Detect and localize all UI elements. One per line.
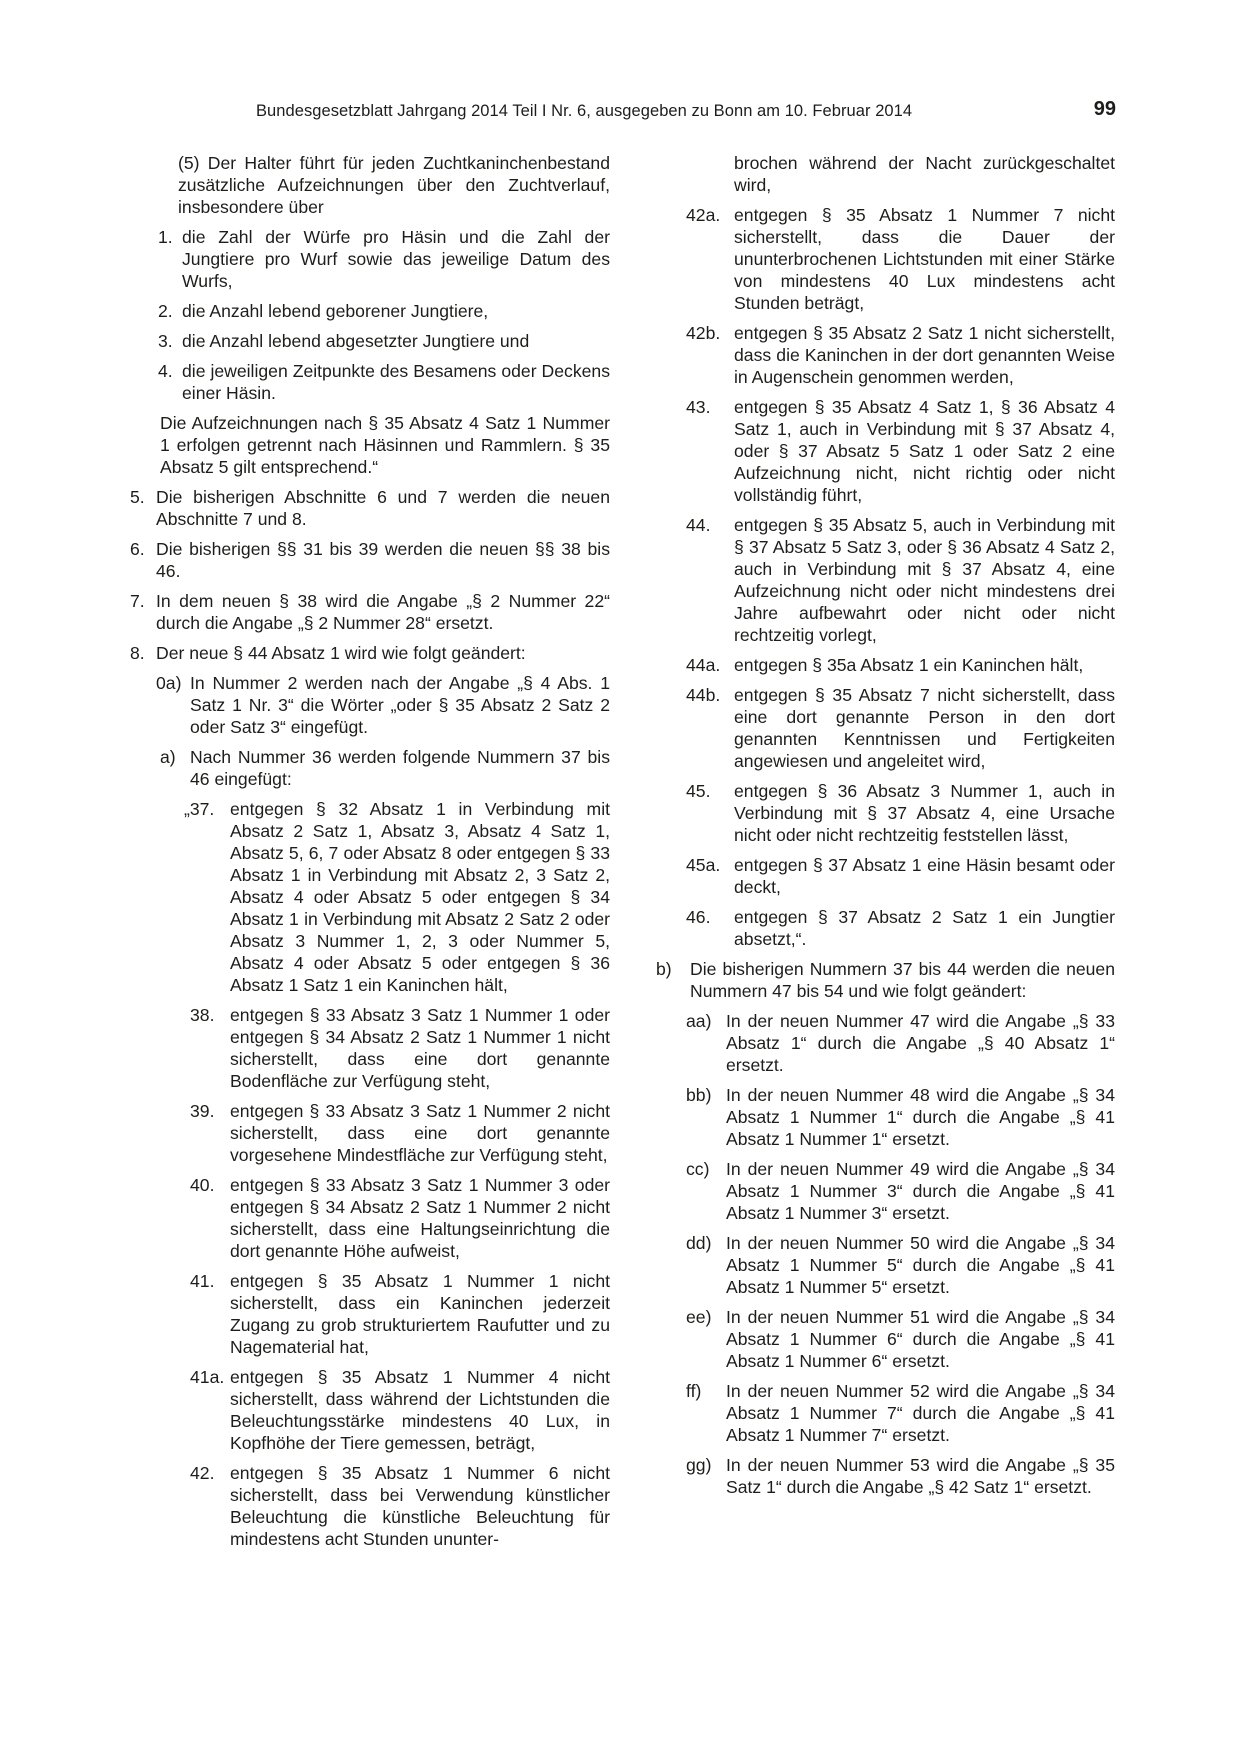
item-text: entgegen § 37 Absatz 1 eine Häsin besamt oder deckt,: [734, 855, 1115, 897]
item-text: entgegen § 35 Absatz 1 Nummer 7 nicht sicherstellt, dass die Dauer der ununterbrochenen Lichtstunden mit einer Stärke von mindestens 40 Lux mindestens acht Stunden beträgt,: [734, 205, 1115, 313]
change-item: [662, 1232, 1115, 1298]
ordnungswidrigkeit-item: [130, 1100, 610, 1166]
ordnungswidrigkeit-item: [130, 1366, 610, 1454]
item-label: „37.: [184, 799, 215, 819]
sub-label: 0a): [156, 673, 182, 693]
change-text: In der neuen Nummer 51 wird die Angabe „§ 34 Absatz 1 Nummer 6“ durch die Angabe „§ 41 Absatz 1 Nummer 6“ ersetzt.: [726, 1307, 1115, 1371]
article-text: Die bisherigen Abschnitte 6 und 7 werden die neuen Abschnitte 7 und 8.: [156, 487, 610, 529]
ordnungswidrigkeit-item: [662, 204, 1115, 314]
paragraph-5-closing: Die Aufzeichnungen nach § 35 Absatz 4 Satz 1 Nummer 1 erfolgen getrennt nach Häsinnen und Rammlern. § 35 Absatz 5 gilt entsprechend.“: [160, 413, 610, 477]
article-label: 7.: [130, 591, 145, 611]
paragraph-5-intro: (5) Der Halter führt für jeden Zuchtkaninchenbestand zusätzliche Aufzeichnungen über den Zuchtverlauf, insbesondere über: [178, 153, 610, 217]
item-text: entgegen § 35 Absatz 1 Nummer 6 nicht sicherstellt, dass bei Verwendung künstlicher Beleuchtung die künstliche Beleuchtung für mindestens acht Stunden ununter-: [230, 1463, 610, 1549]
change-text: In der neuen Nummer 49 wird die Angabe „§ 34 Absatz 1 Nummer 3“ durch die Angabe „§ 41 Absatz 1 Nummer 3“ ersetzt.: [726, 1159, 1115, 1223]
item-label: 43.: [686, 397, 711, 417]
ordnungswidrigkeit-item: [662, 514, 1115, 646]
item-text: entgegen § 35 Absatz 1 Nummer 1 nicht sicherstellt, dass ein Kaninchen jederzeit Zugang zu grob strukturiertem Raufutter und zu Nagematerial hat,: [230, 1271, 610, 1357]
change-text: In der neuen Nummer 52 wird die Angabe „§ 34 Absatz 1 Nummer 7“ durch die Angabe „§ 41 Absatz 1 Nummer 7“ ersetzt.: [726, 1381, 1115, 1445]
list-item: [130, 300, 610, 322]
item-text: entgegen § 33 Absatz 3 Satz 1 Nummer 3 oder entgegen § 34 Absatz 2 Satz 1 Nummer 2 nicht sicherstellt, dass eine Haltungseinrichtung die dort genannte Höhe aufweist,: [230, 1175, 610, 1261]
item-label: 42b.: [686, 323, 721, 343]
item-label: 42.: [190, 1463, 215, 1483]
sub-label: b): [656, 959, 672, 979]
change-item: [662, 1158, 1115, 1224]
item-text: entgegen § 35 Absatz 4 Satz 1, § 36 Absatz 4 Satz 1, auch in Verbindung mit § 37 Absatz 4, oder § 37 Absatz 5 Satz 1 oder Satz 2 eine Aufzeichnung nicht, nicht richtig oder nicht vollständig führt,: [734, 397, 1115, 505]
article-item: [130, 590, 610, 634]
sub-text: In Nummer 2 werden nach der Angabe „§ 4 Abs. 1 Satz 1 Nr. 3“ die Wörter „oder § 35 Absatz 2 Satz 2 oder Satz 3“ eingefügt.: [190, 673, 610, 737]
change-label: aa): [686, 1011, 712, 1031]
ordnungswidrigkeit-item: [130, 1462, 610, 1550]
item-label: 44b.: [686, 685, 721, 705]
change-item: [662, 1010, 1115, 1076]
change-item: [662, 1084, 1115, 1150]
change-text: In der neuen Nummer 50 wird die Angabe „§ 34 Absatz 1 Nummer 5“ durch die Angabe „§ 41 Absatz 1 Nummer 5“ ersetzt.: [726, 1233, 1115, 1297]
change-item: [662, 1380, 1115, 1446]
item-text: entgegen § 35 Absatz 1 Nummer 4 nicht sicherstellt, dass während der Lichtstunden die Beleuchtungsstärke mindestens 40 Lux, in Kopfhöhe der Tiere gemessen, beträgt,: [230, 1367, 610, 1453]
sub-item-0a: [130, 672, 610, 738]
item-label: 46.: [686, 907, 711, 927]
item-text: entgegen § 33 Absatz 3 Satz 1 Nummer 1 oder entgegen § 34 Absatz 2 Satz 1 Nummer 1 nicht sicherstellt, dass eine dort genannte Bodenfläche zur Verfügung steht,: [230, 1005, 610, 1091]
item-text: entgegen § 35 Absatz 2 Satz 1 nicht sicherstellt, dass die Kaninchen in der dort genannten Weise in Augenschein genommen werden,: [734, 323, 1115, 387]
ordnungswidrigkeit-item: [130, 1174, 610, 1262]
list-text: die jeweiligen Zeitpunkte des Besamens oder Deckens einer Häsin.: [182, 361, 610, 403]
ordnungswidrigkeit-item: [662, 654, 1115, 676]
running-title: Bundesgesetzblatt Jahrgang 2014 Teil I Nr. 6, ausgegeben zu Bonn am 10. Februar 2014: [256, 102, 913, 120]
sub-item-a: [130, 746, 610, 790]
change-label: ee): [686, 1307, 712, 1327]
item-text: entgegen § 33 Absatz 3 Satz 1 Nummer 2 nicht sicherstellt, dass eine dort genannte vorgesehene Mindestfläche zur Verfügung steht,: [230, 1101, 610, 1165]
article-text: In dem neuen § 38 wird die Angabe „§ 2 Nummer 22“ durch die Angabe „§ 2 Nummer 28“ ersetzt.: [156, 591, 610, 633]
ordnungswidrigkeit-item: [130, 1004, 610, 1092]
article-label: 6.: [130, 539, 145, 559]
list-text: die Anzahl lebend geborener Jungtiere,: [182, 301, 489, 321]
item-text: entgegen § 37 Absatz 2 Satz 1 ein Jungtier absetzt,“.: [734, 907, 1115, 949]
item-label: 38.: [190, 1005, 215, 1025]
right-column: [656, 152, 1115, 1498]
item-label: 39.: [190, 1101, 215, 1121]
change-item: [662, 1306, 1115, 1372]
item-text: entgegen § 35a Absatz 1 ein Kaninchen hält,: [734, 655, 1084, 675]
item-label: 45.: [686, 781, 711, 801]
change-label: gg): [686, 1455, 712, 1475]
change-text: In der neuen Nummer 53 wird die Angabe „§ 35 Satz 1“ durch die Angabe „§ 42 Satz 1“ ersetzt.: [726, 1455, 1115, 1497]
item-text: entgegen § 32 Absatz 1 in Verbindung mit Absatz 2 Satz 1, Absatz 3, Absatz 4 Satz 1, Absatz 5, 6, 7 oder Absatz 8 oder entgegen § 33 Absatz 1 in Verbindung mit Absatz 2, 3 Satz 2, Absatz 4 oder Absatz 5 oder entgegen § 34 Absatz 1 in Verbindung mit Absatz 2 Satz 2 oder Absatz 3 Nummer 1, 2, 3 oder Nummer 5, Absatz 4 oder Absatz 5 oder entgegen § 36 Absatz 1 Satz 1 ein Kaninchen hält,: [230, 799, 610, 995]
ordnungswidrigkeit-item: [130, 1270, 610, 1358]
list-label: 2.: [158, 301, 173, 321]
article-text: Der neue § 44 Absatz 1 wird wie folgt geändert:: [156, 643, 526, 663]
change-text: In der neuen Nummer 47 wird die Angabe „§ 33 Absatz 1“ durch die Angabe „§ 40 Absatz 1“ ersetzt.: [726, 1011, 1115, 1075]
ordnungswidrigkeit-item: [662, 906, 1115, 950]
page-number: 99: [1093, 98, 1116, 120]
sub-text: Die bisherigen Nummern 37 bis 44 werden die neuen Nummern 47 bis 54 und wie folgt geändert:: [690, 959, 1115, 1001]
list-text: die Zahl der Würfe pro Häsin und die Zahl der Jungtiere pro Wurf sowie das jeweilige Datum des Wurfs,: [182, 227, 610, 291]
article-item: [130, 486, 610, 530]
list-label: 3.: [158, 331, 173, 351]
continuation-text: brochen während der Nacht zurückgeschaltet wird,: [734, 153, 1115, 195]
item-text: entgegen § 35 Absatz 7 nicht sicherstellt, dass eine dort genannte Person in den dort genannten Kenntnissen und Fertigkeiten angewiesen und angeleitet wird,: [734, 685, 1115, 771]
page-header: [256, 100, 1116, 130]
article-text: Die bisherigen §§ 31 bis 39 werden die neuen §§ 38 bis 46.: [156, 539, 610, 581]
list-item: [130, 226, 610, 292]
change-label: dd): [686, 1233, 712, 1253]
article-label: 5.: [130, 487, 145, 507]
sub-item-b: [656, 958, 1115, 1002]
list-item: [130, 360, 610, 404]
ordnungswidrigkeit-item: [662, 854, 1115, 898]
article-item: [130, 642, 610, 664]
change-label: cc): [686, 1159, 710, 1179]
item-text: entgegen § 35 Absatz 5, auch in Verbindung mit § 37 Absatz 5 Satz 3, oder § 36 Absatz 4 Satz 2, auch in Verbindung mit § 37 Absatz 4, eine Aufzeichnung nicht oder nicht mindestens drei Jahre aufbewahrt oder nicht oder nicht rechtzeitig vorlegt,: [734, 515, 1115, 645]
sub-text: Nach Nummer 36 werden folgende Nummern 37 bis 46 eingefügt:: [190, 747, 610, 789]
item-label: 41a.: [190, 1367, 225, 1387]
article-label: 8.: [130, 643, 145, 663]
list-text: die Anzahl lebend abgesetzter Jungtiere und: [182, 331, 530, 351]
ordnungswidrigkeit-item: [662, 322, 1115, 388]
ordnungswidrigkeit-item: [662, 396, 1115, 506]
list-item: [130, 330, 610, 352]
sub-label: a): [160, 747, 176, 767]
change-label: bb): [686, 1085, 712, 1105]
item-label: 45a.: [686, 855, 721, 875]
change-text: In der neuen Nummer 48 wird die Angabe „§ 34 Absatz 1 Nummer 1“ durch die Angabe „§ 41 Absatz 1 Nummer 1“ ersetzt.: [726, 1085, 1115, 1149]
left-column: [130, 152, 610, 1550]
list-label: 1.: [158, 227, 173, 247]
change-item: [662, 1454, 1115, 1498]
item-label: 44.: [686, 515, 711, 535]
item-label: 42a.: [686, 205, 721, 225]
change-label: ff): [686, 1381, 702, 1401]
item-label: 40.: [190, 1175, 215, 1195]
item-label: 44a.: [686, 655, 721, 675]
ordnungswidrigkeit-item: [662, 780, 1115, 846]
ordnungswidrigkeit-item: [130, 798, 610, 996]
ordnungswidrigkeit-item: [662, 684, 1115, 772]
item-label: 41.: [190, 1271, 215, 1291]
item-text: entgegen § 36 Absatz 3 Nummer 1, auch in Verbindung mit § 37 Absatz 4, eine Ursache nicht oder nicht rechtzeitig feststellen lässt,: [734, 781, 1115, 845]
article-item: [130, 538, 610, 582]
list-label: 4.: [158, 361, 173, 381]
